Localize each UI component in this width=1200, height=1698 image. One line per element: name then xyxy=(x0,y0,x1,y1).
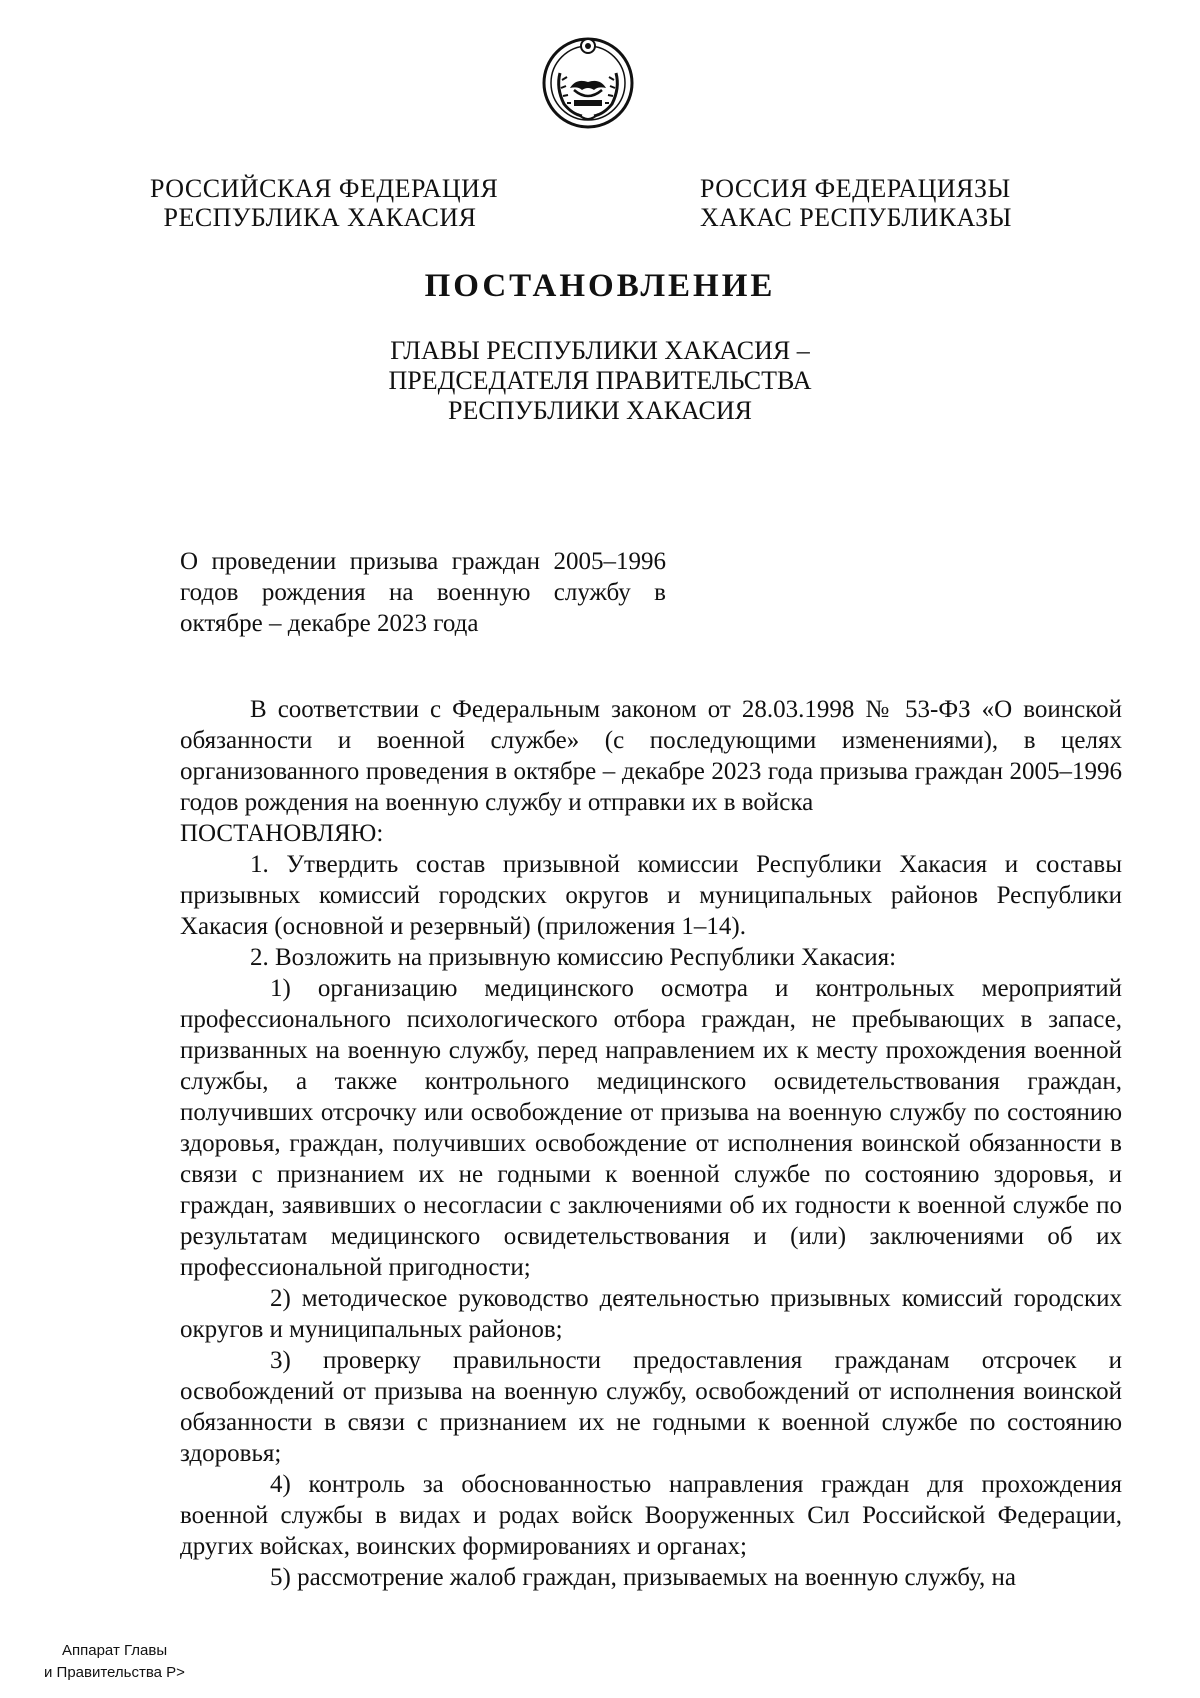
document-subject xyxy=(180,546,666,639)
subitem-4-paragraph: 4) контроль за обоснованностью направления граждан для прохождения военной службы в видах и родах войск Вооруженных Сил Российской Федерации, других войсках, воинских формированиях и органах; xyxy=(180,1471,1122,1560)
document-body xyxy=(180,694,1122,1593)
authority-line2: ПРЕДСЕДАТЕЛЯ ПРАВИТЕЛЬСТВА xyxy=(388,366,812,395)
authority-line1: ГЛАВЫ РЕСПУБЛИКИ ХАКАСИЯ – xyxy=(390,336,810,365)
authority-line3: РЕСПУБЛИКИ ХАКАСИЯ xyxy=(447,396,752,425)
header-left-block xyxy=(150,174,499,232)
subitem-5-paragraph: 5) рассмотрение жалоб граждан, призываемых на военную службу, на xyxy=(270,1564,1016,1591)
subitem-1-paragraph: 1) организацию медицинского осмотра и контрольных мероприятий профессионального психологического отбора граждан, не пребывающих в запасе, призванных на военную службу, перед направлением их к месту прохождения военной службы, а также контрольного медицинского освидетельствования граждан, получивших отсрочку или освобождение от призыва на военную службу по состоянию здоровья, граждан, получивших освобождение от исполнения воинской обязанности в связи с признанием их не годными к военной службе по состоянию здоровья, и граждан, заявивших о несогласии с заключениями об их годности к военной службе по результатам медицинского освидетельствования и (или) заключениями об их профессиональной пригодности; xyxy=(180,975,1122,1281)
header-right-line2: ХАКАС РЕСПУБЛИКАЗЫ xyxy=(700,203,1012,232)
subject-line2: годов рождения на военную службу в xyxy=(180,579,666,606)
document-type-title: ПОСТАНОВЛЕНИЕ xyxy=(424,268,776,304)
item-2-paragraph: 2. Возложить на призывную комиссию Республики Хакасия: xyxy=(250,944,897,971)
item-1-paragraph: 1. Утвердить состав призывной комиссии Республики Хакасия и составы призывных комиссий городских округов и муниципальных районов Республики Хакасия (основной и резервный) (приложения 1–14). xyxy=(180,851,1122,940)
stamp-line1: Аппарат Главы xyxy=(62,1642,168,1659)
header-left-line2: РЕСПУБЛИКА ХАКАСИЯ xyxy=(163,203,477,232)
subitem-3-paragraph: 3) проверку правильности предоставления гражданам отсрочек и освобождений от призыва на военную службу, освобождений от исполнения воинской обязанности в связи с признанием их не годными к военной службе по состоянию здоровья; xyxy=(180,1347,1122,1467)
decree-word: ПОСТАНОВЛЯЮ: xyxy=(180,820,384,847)
header-right-block xyxy=(700,174,1010,232)
coat-of-arms-emblem-icon xyxy=(538,28,638,134)
office-stamp xyxy=(44,1640,185,1684)
stamp-line2: и Правительства Р> xyxy=(44,1664,185,1681)
subitem-2-paragraph: 2) методическое руководство деятельностью призывных комиссий городских округов и муниципальных районов; xyxy=(180,1285,1122,1343)
subject-line3: октябре – декабре 2023 года xyxy=(180,610,479,637)
issuing-authority xyxy=(0,336,1200,426)
preamble-paragraph: В соответствии с Федеральным законом от 28.03.1998 № 53-ФЗ «О воинской обязанности и военной службе» (с последующими изменениями), в целях организованного проведения в октябре – декабре 2023 года призыва граждан 2005–1996 годов рождения на военную службу и отправки их в войска xyxy=(180,696,1122,816)
subject-line1: О проведении призыва граждан 2005–1996 xyxy=(180,548,666,575)
header-left-line1: РОССИЙСКАЯ ФЕДЕРАЦИЯ xyxy=(150,174,499,203)
header-right-line1: РОССИЯ ФЕДЕРАЦИЯЗЫ xyxy=(700,174,1011,203)
